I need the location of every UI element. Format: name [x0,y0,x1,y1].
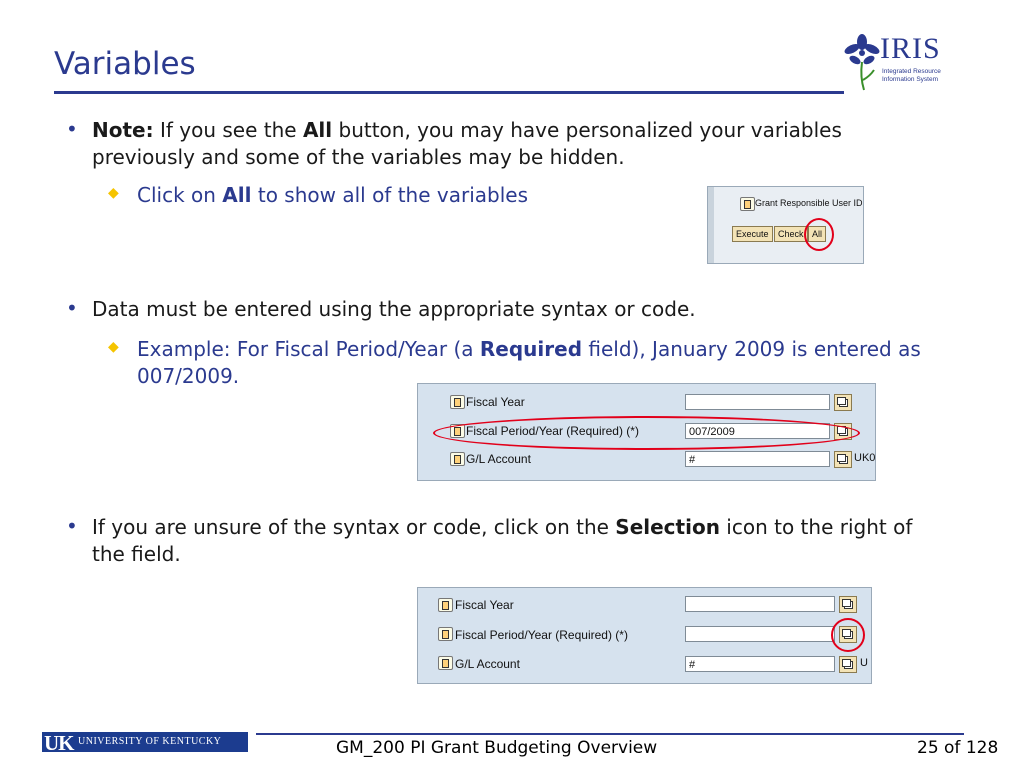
field-extra: U [860,657,868,669]
variable-icon [438,627,453,641]
field-label: Fiscal Year [466,395,525,409]
bullet-dot: • [66,296,78,320]
field-label: Fiscal Period/Year (Required) (*) [466,424,639,438]
variable-icon [450,452,465,466]
highlight-oval [433,416,860,450]
selection-icon[interactable] [839,596,857,613]
variable-icon [450,395,465,409]
fiscal-year-field[interactable] [685,596,835,612]
diamond-bullet-icon: ◆ [108,339,119,355]
title-underline [54,91,844,94]
footer-course-title: GM_200 PI Grant Budgeting Overview [336,738,658,758]
diamond-bullet-icon: ◆ [108,185,119,201]
variable-icon [438,656,453,670]
uk-logo-mark: UK [44,731,74,755]
all-button[interactable]: All [808,226,826,242]
iris-logo-name: IRIS [880,32,941,65]
gl-account-field[interactable]: # [685,451,830,467]
bullet-syntax: • Data must be entered using the appropriate syntax or code. [66,296,696,321]
subbullet-example: ◆ Example: For Fiscal Period/Year (a Required field), January 2009 is entered as 007/2009. [137,336,937,390]
field-label: G/L Account [455,657,520,671]
fiscal-year-field[interactable] [685,394,830,410]
bullet-selection: • If you are unsure of the syntax or code, click on the Selection icon to the right of the field. [66,514,913,566]
screenshot-selection-icon [417,587,872,684]
footer-rule [256,733,964,735]
panel-edge [708,187,714,263]
field-label: Fiscal Period/Year (Required) (*) [455,628,628,642]
screenshot-fiscal-period-example [417,383,876,481]
fiscal-period-year-field[interactable] [685,626,835,642]
bullet-dot: • [66,117,78,141]
uk-logo [42,731,248,755]
field-label: G/L Account [466,452,531,466]
fiscal-period-year-field[interactable]: 007/2009 [685,423,830,439]
variable-icon [740,197,755,211]
uk-logo-name: UNIVERSITY OF KENTUCKY [78,736,222,747]
execute-button[interactable]: Execute [732,226,773,242]
field-label: Grant Responsible User ID [755,198,863,208]
gl-account-field[interactable]: # [685,656,835,672]
selection-icon[interactable] [839,656,857,673]
iris-logo-subtitle: Integrated Resource Information System [882,68,941,83]
highlight-circle [804,218,834,251]
slide-title: Variables [54,46,196,82]
bullet-note: • Note: If you see the All button, you may have personalized your variables previously and some of the variables may be hidden. [66,117,842,169]
footer-page-number: 25 of 128 [917,738,999,758]
check-button[interactable]: Check [774,226,808,242]
variable-icon [438,598,453,612]
highlight-circle [831,618,865,652]
iris-flower-icon [842,32,882,92]
bullet-dot: • [66,514,78,538]
selection-icon[interactable] [834,394,852,411]
field-label: Fiscal Year [455,598,514,612]
screenshot-all-button [707,186,864,264]
iris-logo [842,32,962,94]
selection-icon[interactable] [834,451,852,468]
subbullet-click-all: ◆ Click on All to show all of the variables [137,182,657,209]
field-extra: UK0 [854,452,876,464]
